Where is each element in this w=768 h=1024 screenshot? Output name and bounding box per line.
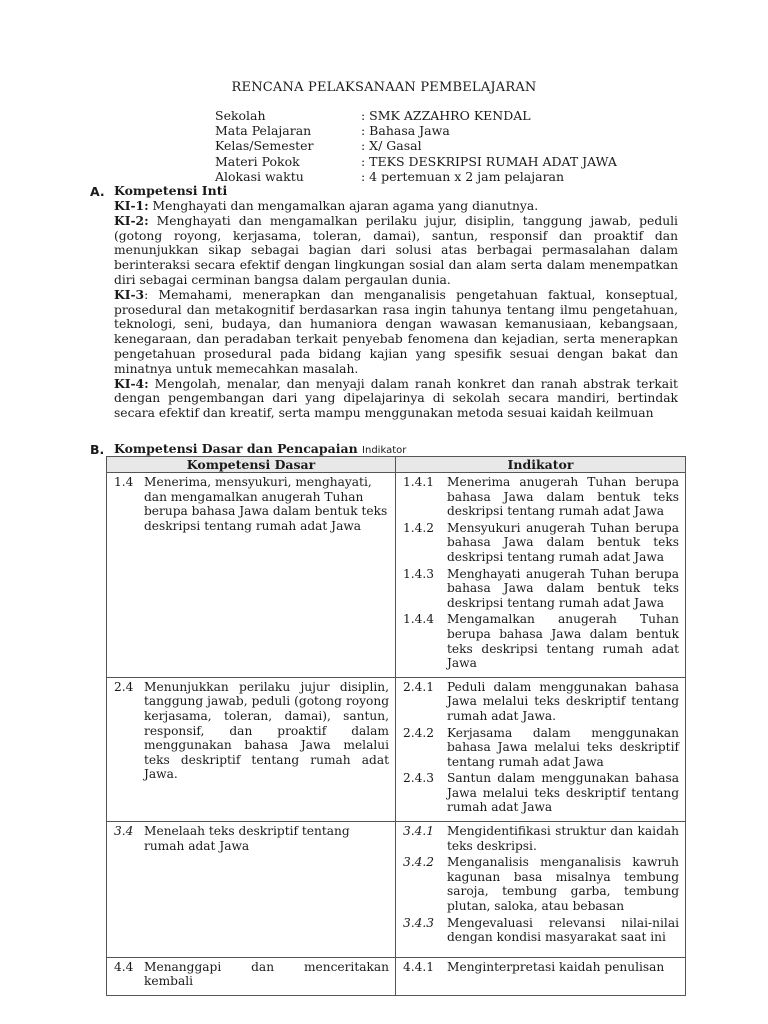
kd-text: Menunjukkan perilaku jujur disiplin, tanggung jawab, peduli (gotong royong kerjasama, toleran, damai), santun, responsif, dan proaktif dalam menggunakan bahasa Jawa melalui teks deskriptif tentang rumah adat Jawa. <box>144 679 389 782</box>
section-b-letter: B. <box>90 442 105 457</box>
indicator-number: 1.4.2 <box>403 520 435 535</box>
indicator-item <box>403 475 679 519</box>
column-header-indikator: Indikator <box>396 457 686 473</box>
info-value: : TEKS DESKRIPSI RUMAH ADAT JAWA <box>361 153 617 169</box>
info-label: Alokasi waktu <box>215 168 304 184</box>
indicator-number: 3.4.3 <box>403 915 435 930</box>
kompetensi-inti-list <box>114 199 678 421</box>
kd-number: 1.4 <box>114 475 134 489</box>
ki-label: KI-3 <box>114 286 145 302</box>
indicator-item <box>403 612 679 670</box>
kd-cell <box>107 957 396 995</box>
kd-cell <box>107 677 396 821</box>
indicator-text: Santun dalam menggunakan bahasa Jawa melalui teks deskriptif tentang rumah adat Jawa <box>447 771 679 815</box>
indicator-number: 1.4.1 <box>403 475 435 489</box>
indicator-text: Menghayati anugerah Tuhan berupa bahasa Jawa dalam bentuk teks deskripsi tentang rumah adat Jawa <box>447 566 679 610</box>
table-row <box>107 822 686 958</box>
ki-label: KI-4: <box>114 375 149 391</box>
indicator-text: Mengidentifikasi struktur dan kaidah teks deskripsi. <box>447 824 679 853</box>
indicator-item <box>403 960 679 975</box>
info-value: : Bahasa Jawa <box>361 123 450 139</box>
indicator-text: Mengamalkan anugerah Tuhan berupa bahasa Jawa dalam bentuk teks deskripsi tentang rumah adat Jawa <box>447 612 679 671</box>
info-label: Kelas/Semester <box>215 138 314 154</box>
info-row-mapel <box>215 123 617 138</box>
info-label: Sekolah <box>215 108 266 123</box>
indicator-text: Mensyukuri anugerah Tuhan berupa bahasa Jawa dalam bentuk teks deskripsi tentang rumah adat Jawa <box>447 520 679 564</box>
kd-text: Menelaah teks deskriptif tentang rumah adat Jawa <box>144 824 350 853</box>
ki-2 <box>114 214 678 288</box>
section-a-letter: A. <box>90 184 105 199</box>
ki-text: Menghayati dan mengamalkan ajaran agama yang dianutnya. <box>148 199 539 213</box>
indicator-text: Kerjasama dalam menggunakan bahasa Jawa melalui teks deskriptif tentang rumah adat Jawa <box>447 725 679 769</box>
kd-number: 3.4 <box>114 824 134 839</box>
indicator-number: 4.4.1 <box>403 959 435 974</box>
indicator-number: 2.4.2 <box>403 725 435 740</box>
info-value: : X/ Gasal <box>361 138 422 154</box>
section-a-title: Kompetensi Inti <box>114 183 228 198</box>
ki-text: Menghayati dan mengamalkan perilaku jujur, disiplin, tanggung jawab, peduli (gotong royong, kerjasama, toleran, damai), santun, responsif dan proaktif dan menunjukkan sikap sebagai bagian dari solusi atas berbagai permasalahan dalam berinteraksi secara efektif dengan lingkungan sosial dan alam serta dalam menempatkan diri sebagai cerminan bangsa dalam pergaulan dunia. <box>114 213 678 287</box>
info-value: : SMK AZZAHRO KENDAL <box>361 108 531 123</box>
indicator-number: 3.4.1 <box>403 824 435 839</box>
indicator-cell <box>396 957 686 995</box>
table-row <box>107 677 686 821</box>
indicator-item <box>403 567 679 611</box>
table-row <box>107 957 686 995</box>
ki-text: : Memahami, menerapkan dan menganalisis pengetahuan faktual, konseptual, prosedural dan metakognitif berdasarkan rasa ingin tahunya tentang ilmu pengetahuan, teknologi, seni, budaya, dan humaniora dengan wawasan kemanusiaan, kebangsaan, kenegaraan, dan peradaban terkait penyebab fenomena dan kejadian, serta menerapkan pengetahuan prosedural pada bidang kajian yang spesifik sesuai dengan bakat dan minatnya untuk memecahkan masalah. <box>114 287 678 376</box>
info-label: Materi Pokok <box>215 153 300 169</box>
table-row <box>107 473 686 678</box>
section-b-title-text: Kompetensi Dasar dan Pencapaian <box>114 441 358 456</box>
section-b-title <box>114 441 406 456</box>
indicator-number: 2.4.1 <box>403 679 435 694</box>
indicator-number: 3.4.2 <box>403 855 435 870</box>
indicator-item <box>403 916 679 945</box>
indicator-cell <box>396 677 686 821</box>
indicator-cell <box>396 473 686 678</box>
indicator-cell <box>396 822 686 958</box>
document-title: RENCANA PELAKSANAAN PEMBELAJARAN <box>231 80 537 95</box>
table-header-row <box>107 457 686 473</box>
section-b-title-small: Indikator <box>362 445 407 456</box>
indicator-text: Mengevaluasi relevansi nilai-nilai dengan kondisi masyarakat saat ini <box>447 915 679 945</box>
ki-label: KI-2: <box>114 212 149 228</box>
info-row-kelas <box>215 138 617 153</box>
kd-item <box>114 824 389 853</box>
ki-1 <box>114 199 678 214</box>
indicator-text: Menganalisis menganalisis kawruh kagunan basa misalnya tembung saroja, tembung garba, tembung plutan, saloka, atau bebasan <box>447 855 679 914</box>
info-row-alokasi <box>215 169 617 184</box>
info-row-materi <box>215 154 617 169</box>
kd-item <box>114 960 389 989</box>
kd-cell <box>107 473 396 678</box>
info-value: : 4 pertemuan x 2 jam pelajaran <box>361 168 565 184</box>
kd-item <box>114 475 389 533</box>
kompetensi-dasar-table <box>106 456 686 996</box>
indicator-item <box>403 824 679 853</box>
kd-text: Menerima, mensyukuri, menghayati, dan mengamalkan anugerah Tuhan berupa bahasa Jawa dalam bentuk teks deskripsi tentang rumah adat Jawa <box>144 475 388 533</box>
ki-text: Mengolah, menalar, dan menyaji dalam ranah konkret dan ranah abstrak terkait dengan pengembangan dari yang dipelajarinya di sekolah secara mandiri, bertindak secara efektif dan kreatif, serta mampu menggunakan metoda sesuai kaidah keilmuan <box>114 376 678 421</box>
column-header-kd: Kompetensi Dasar <box>107 457 396 473</box>
indicator-text: Menginterpretasi kaidah penulisan <box>447 959 665 974</box>
indicator-item <box>403 771 679 815</box>
indicator-text: Menerima anugerah Tuhan berupa bahasa Jawa dalam bentuk teks deskripsi tentang rumah adat Jawa <box>447 475 679 519</box>
kd-number: 4.4 <box>114 959 134 974</box>
indicator-number: 1.4.4 <box>403 612 435 627</box>
kd-item <box>114 680 389 782</box>
ki-4 <box>114 377 678 421</box>
indicator-number: 2.4.3 <box>403 771 435 786</box>
indicator-text: Peduli dalam menggunakan bahasa Jawa melalui teks deskriptif tentang rumah adat Jawa. <box>447 679 679 723</box>
identity-block <box>215 108 617 184</box>
indicator-item <box>403 726 679 770</box>
kd-text: Menanggapi dan menceritakan kembali <box>144 959 389 989</box>
ki-label: KI-1: <box>114 198 149 213</box>
kd-cell <box>107 822 396 958</box>
indicator-item <box>403 855 679 913</box>
ki-3 <box>114 288 678 377</box>
info-row-sekolah <box>215 108 617 123</box>
info-label: Mata Pelajaran <box>215 123 312 139</box>
indicator-number: 1.4.3 <box>403 566 435 581</box>
kd-number: 2.4 <box>114 679 134 694</box>
indicator-item <box>403 521 679 565</box>
indicator-item <box>403 680 679 724</box>
